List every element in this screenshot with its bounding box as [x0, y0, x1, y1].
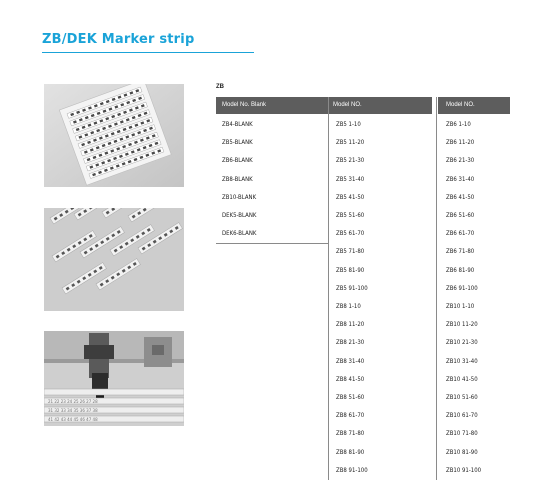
header-blank: Model No. Blank	[216, 97, 334, 114]
table-cell-model: ZB6 31-40	[446, 175, 475, 183]
table-cell-model: ZB5 31-40	[336, 175, 365, 183]
column-divider-2	[436, 97, 437, 480]
table-cell-model: ZB5 41-50	[336, 193, 365, 201]
svg-text:41 42 43 44 45 46 47 48: 41 42 43 44 45 46 47 48	[48, 417, 98, 422]
header-model-2: Model NO.	[438, 97, 510, 114]
table-cell-model: ZB8 41-50	[336, 375, 365, 383]
table-cell-model: ZB5 51-60	[336, 212, 365, 219]
table-cell-model: ZB8 61-70	[336, 412, 365, 420]
table-cell-model: ZB10 51-60	[446, 394, 478, 401]
table-cell-model: ZB5 11-20	[336, 139, 365, 147]
table-cell-blank: DEK5-BLANK	[222, 212, 257, 219]
table-cell-model: ZB10 81-90	[446, 448, 478, 456]
page-title: ZB/DEK Marker strip	[42, 32, 195, 47]
section-label: ZB	[216, 84, 224, 90]
svg-text:31 32 33 34 35 36 37 38: 31 32 33 34 35 36 37 38	[48, 408, 98, 413]
table-cell-model: ZB10 71-80	[446, 430, 478, 438]
table-cell-model: ZB8 11-20	[336, 321, 365, 329]
table-cell-model: ZB5 91-100	[336, 284, 368, 292]
table-cell-model: ZB6 51-60	[446, 212, 475, 219]
column-divider-1	[328, 97, 329, 480]
table-cell-model: ZB8 51-60	[336, 394, 365, 401]
table-cell-blank: ZB8-BLANK	[222, 175, 253, 183]
table-cell-model: ZB8 91-100	[336, 466, 368, 474]
table-cell-blank: ZB4-BLANK	[222, 121, 253, 128]
marker-sheet-photo	[44, 84, 184, 187]
header-model-1: Model NO.	[329, 97, 432, 114]
table-cell-blank: ZB10-BLANK	[222, 193, 257, 201]
table-cell-model: ZB10 21-30	[446, 339, 478, 347]
table-cell-model: ZB6 91-100	[446, 284, 478, 292]
table-cell-model: ZB10 31-40	[446, 357, 478, 365]
table-cell-model: ZB5 61-70	[336, 230, 365, 238]
table-cell-model: ZB8 81-90	[336, 448, 365, 456]
table-cell-blank: ZB5-BLANK	[222, 139, 253, 147]
table-cell-model: ZB6 11-20	[446, 139, 475, 147]
table-cell-model: ZB10 91-100	[446, 466, 482, 474]
table-cell-model: ZB6 1-10	[446, 121, 471, 128]
title-underline	[42, 52, 254, 53]
table-cell-model: ZB8 31-40	[336, 357, 365, 365]
marker-strips-photo	[44, 208, 184, 311]
table-cell-model: ZB10 1-10	[446, 303, 475, 310]
table-cell-blank: ZB6-BLANK	[222, 157, 253, 165]
table-cell-model: ZB5 81-90	[336, 266, 365, 274]
table-cell-model: ZB8 1-10	[336, 303, 361, 310]
table-cell-model: ZB5 21-30	[336, 157, 365, 165]
table-cell-model: ZB5 1-10	[336, 121, 361, 128]
table-cell-model: ZB6 61-70	[446, 230, 475, 238]
svg-text:21 22 23 24 25 26 27 28: 21 22 23 24 25 26 27 28	[48, 399, 98, 404]
marking-machine-photo	[44, 331, 184, 426]
table-cell-model: ZB10 41-50	[446, 375, 478, 383]
table-cell-model: ZB8 71-80	[336, 430, 365, 438]
table-cell-model: ZB8 21-30	[336, 339, 365, 347]
table-cell-model: ZB10 11-20	[446, 321, 478, 329]
blank-section-end	[216, 243, 328, 244]
table-cell-model: ZB6 41-50	[446, 193, 475, 201]
table-cell-model: ZB6 71-80	[446, 248, 475, 256]
table-cell-blank: DEK6-BLANK	[222, 230, 257, 238]
table-cell-model: ZB6 21-30	[446, 157, 475, 165]
table-cell-model: ZB5 71-80	[336, 248, 365, 256]
table-cell-model: ZB6 81-90	[446, 266, 475, 274]
table-cell-model: ZB10 61-70	[446, 412, 478, 420]
